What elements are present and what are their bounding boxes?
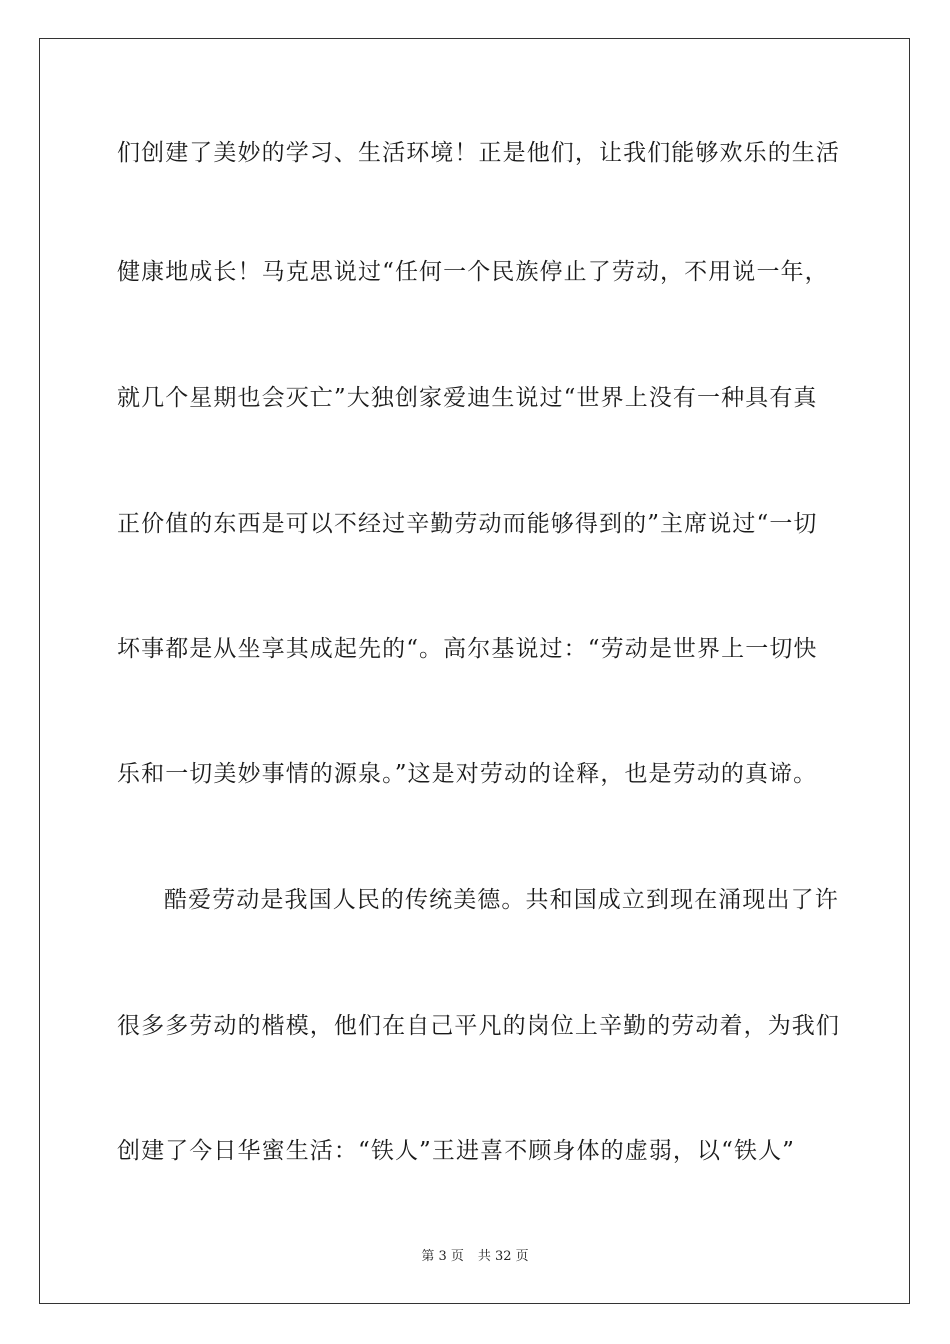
- body-text-line-9: 创建了今日华蜜生活：“铁人”王进喜不顾身体的虚弱，以“铁人”: [117, 1138, 796, 1164]
- page-footer: [0, 1245, 950, 1264]
- body-text-line-7: 酷爱劳动是我国人民的传统美德。共和国成立到现在涌现出了许: [164, 887, 839, 913]
- body-text-line-6: 乐和一切美妙事情的源泉。”这是对劳动的诠释，也是劳动的真谛。: [117, 761, 818, 787]
- page-border: [39, 38, 910, 1304]
- page-number: 第 3 页: [421, 1249, 464, 1264]
- page-total: 共 32 页: [477, 1249, 529, 1264]
- body-text-line-1: 们创建了美妙的学习、生活环境！正是他们，让我们能够欢乐的生活: [117, 140, 840, 166]
- body-text-line-2: 健康地成长！马克思说过“任何一个民族停止了劳动，不用说一年，: [117, 259, 829, 285]
- body-text-line-4: 正价值的东西是可以不经过辛勤劳动而能够得到的”主席说过“一切: [117, 511, 818, 537]
- body-text-line-5: 坏事都是从坐享其成起先的“。高尔基说过：“劳动是世界上一切快: [117, 636, 818, 662]
- body-text-line-3: 就几个星期也会灭亡”大独创家爱迪生说过“世界上没有一种具有真: [117, 385, 818, 411]
- body-text-line-8: 很多多劳动的楷模，他们在自己平凡的岗位上辛勤的劳动着，为我们: [117, 1013, 840, 1039]
